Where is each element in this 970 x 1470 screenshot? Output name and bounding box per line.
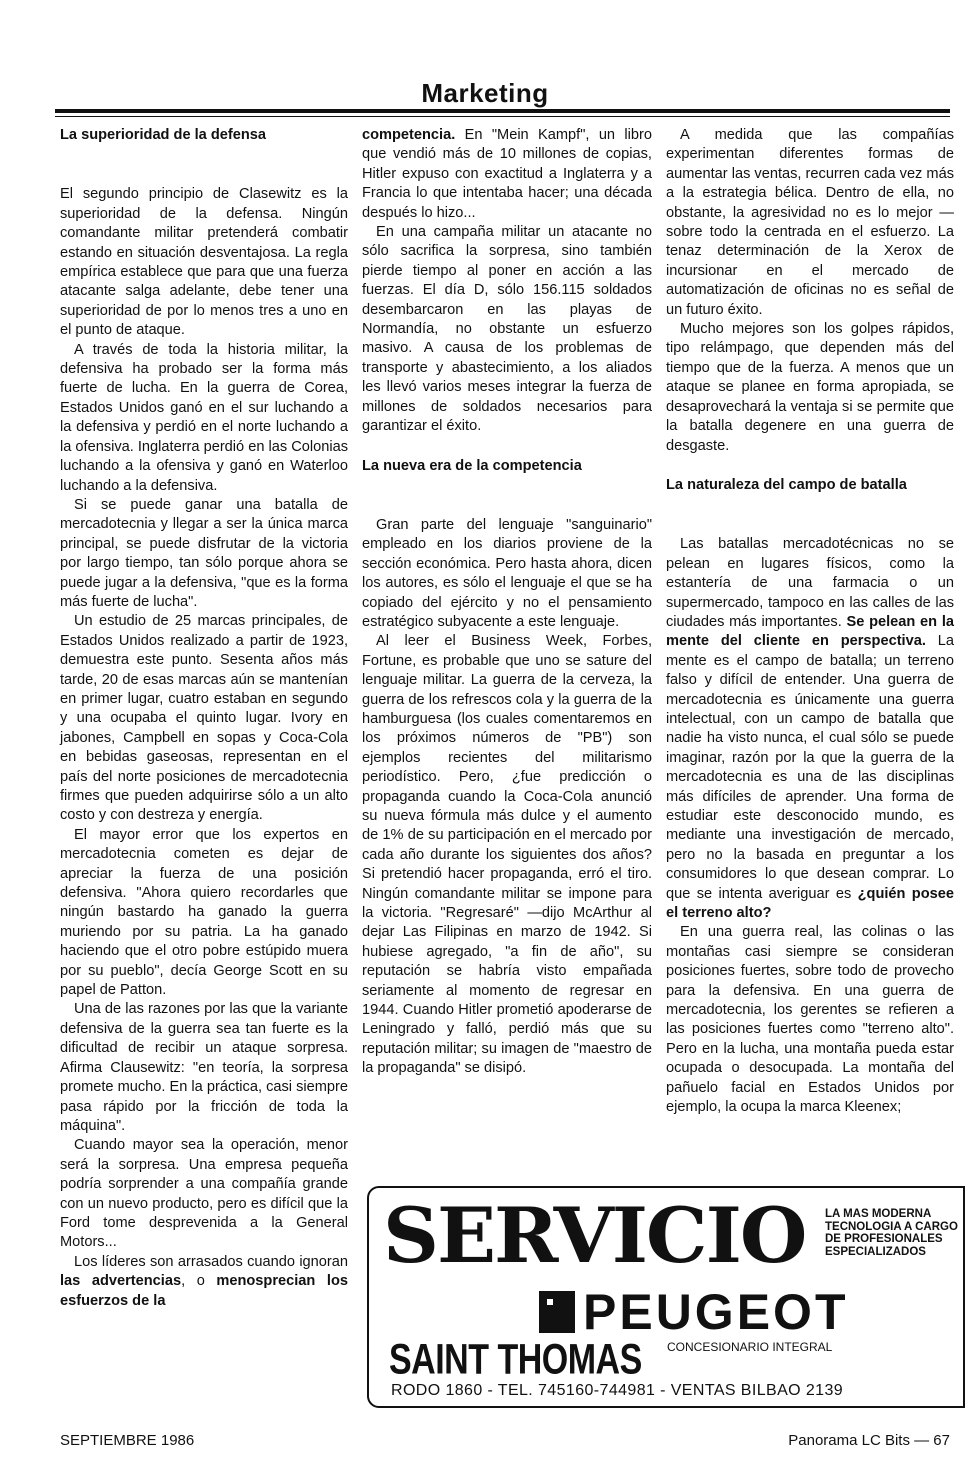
paragraph: En una campaña militar un atacante no sólo sacrifica la sorpresa, sino también pierde tiempo al poner en acción a las fuerzas. El día D, sólo 156.115 soldados desembarcaron en las playas de Normandía, no obstante un esfuerzo masivo. A causa de los problemas de transporte y abastecimiento, a los aliados les llevó varios meses integrar la fuerza de millones de soldados necesarios para garantizar el éxito.: [362, 224, 652, 435]
ad-dealer-type: CONCESIONARIO INTEGRAL: [667, 1340, 833, 1354]
column-3: [666, 126, 954, 1118]
header-rule-thin: [55, 116, 950, 117]
paragraph: A medida que las compañías experimentan diferentes formas de aumentar las ventas, recurren cada vez más a la estrategia bélica. Dentro de ella, no obstante, la agresividad no es lo mejor —sobre todo la centrada en el esfuerzo. La tenaz determinación de la Xerox de incursionar en el mercado de automatización de oficinas no es señal de un futuro éxito.: [666, 127, 954, 318]
paragraph: El segundo principio de Clasewitz es la superioridad de la defensa. Ningún comandante militar pretenderá combatir estando en situación desventajosa. La regla empírica establece que para que una fuerza atacante salga adelante, debe tener una superioridad de por lo menos tres a uno en el punto de ataque.: [60, 186, 348, 339]
footer-date: SEPTIEMBRE 1986: [60, 1432, 195, 1449]
ad-headline: SERVICIO: [383, 1191, 806, 1280]
subheading-defensa: La superioridad de la defensa: [60, 127, 266, 143]
peugeot-lion-icon: [539, 1291, 575, 1333]
ad-tagline: LA MAS MODERNA TECNOLOGIA A CARGO DE PROFESIONALES ESPECIALIZADOS: [825, 1208, 958, 1258]
paragraph: Un estudio de 25 marcas principales, de Estados Unidos realizado a partir de 1923, demuestra este punto. Sesenta años más tarde, 20 de esas marcas aún se mantenían en primer lugar, cuatro estaban en segundo y una ocupaba el quinto lugar. Ivory en jabones, Campbell en sopas y Coca-Cola en bebidas gaseosas, representan en el país del norte posiciones de mercadotecnia firmes que pueden adquirirse sólo a un alto costo y con destreza y energía.: [60, 613, 348, 824]
ad-brand: PEUGEOT: [583, 1284, 849, 1340]
paragraph: Cuando mayor sea la operación, menor será la sorpresa. Una empresa pequeña podría sorprender a una compañía grande con un nuevo producto, pero es difícil que la Ford tome desprevenida a la General Motors...: [60, 1137, 348, 1251]
section-title: Marketing: [421, 78, 549, 108]
paragraph: Las batallas mercadotécnicas no se pelean en lugares físicos, como la estantería de una farmacia o un supermercado, tampoco en las calles de las ciudades más importantes. Se pelean en la mente del cliente en perspectiva. La mente es el campo de batalla; un terreno falso y difícil de entender. Una guerra de mercadotecnia es únicamente una guerra intelectual, con un campo de batalla que nadie ha visto nunca, el cual sólo se puede imaginar, razón por la que la guerra de la mercadotecnia es una de las disciplinas más difíciles de aprender. Una forma de estudiar este desconocido mundo, es mediante una investigación de mercado, pero no la basada en preguntar a los consumidores lo que desean comprar. Lo que se intenta averiguar es ¿quién posee el terreno alto?: [666, 536, 954, 922]
column-1: [60, 126, 348, 1311]
header-rule-thick: [55, 109, 950, 113]
paragraph: A través de toda la historia militar, la defensiva ha probado ser la forma más fuerte de lucha. En la guerra de Corea, Estados Unidos ganó en el sur luchando a la defensiva y perdió en el norte luchando a la ofensiva. Inglaterra perdió en las Colonias luchando a la ofensiva y ganó en Waterloo luchando a la defensiva.: [60, 341, 348, 494]
subheading-campo-batalla: La naturaleza del campo de batalla: [666, 476, 907, 493]
subheading-nueva-era: La nueva era de la competencia: [362, 457, 582, 474]
paragraph: competencia. En "Mein Kampf", un libro que vendió más de 10 millones de copias, Hitler expuso con exactitud a Inglaterra y a Francia lo que intentaba hacer; una década después lo hizo...: [362, 127, 652, 221]
paragraph: El mayor error que los expertos en mercadotecnia cometen es dejar de apreciar la fuerza de una posición defensiva. "Ahora quiero recordarles que ningún bastardo ha ganado la guerra muriendo por su patria. La ha ganado haciendo que el otro pobre estúpido muera por su pueblo", decía George Scott en su papel de Patton.: [60, 826, 348, 999]
paragraph: Mucho mejores son los golpes rápidos, tipo relámpago, que dependen más del tiempo que de la fuerza. A menos que un ataque se planee en forma apropiada, se desaprovechará la ventaja si se permite que la batalla degenere en una guerra de desgaste.: [666, 321, 954, 454]
paragraph: Si se puede ganar una batalla de mercadotecnia y llegar a ser la única marca principal, se puede disfrutar de la victoria por largo tiempo, tan sólo porque ahora se puede jugar a la defensiva, "que es la forma más fuerte de lucha".: [60, 496, 348, 610]
paragraph-last: Los líderes son arrasados cuando ignoran las advertencias, o menosprecian los esfuerzos de la: [60, 1253, 348, 1309]
paragraph: Una de las razones por las que la variante defensiva de la guerra sea tan fuerte es la dificultad de recibir un ataque sorpresa. Afirma Clausewitz: "en teoría, la sorpresa promete mucho. En la práctica, casi siempre pasa rápido por la fricción de toda la máquina".: [60, 1001, 348, 1134]
footer-page-number: Panorama LC Bits — 67: [788, 1432, 950, 1449]
advertisement-peugeot: [367, 1186, 965, 1408]
paragraph: En una guerra real, las colinas o las montañas casi siempre se consideran posiciones fuertes, sobre todo de provecho para la defensiva. En una guerra de mercadotecnia, los gerentes se refieren a las posiciones fuertes como "terreno alto". Pero en la lucha, una montaña pueda estar ocupada o desocupada. La montaña del pañuelo facial en Estados Unidos por ejemplo, la ocupa la marca Kleenex;: [666, 924, 954, 1116]
paragraph: Gran parte del lenguaje "sanguinario" empleado en los diarios proviene de la sección económica. Pero hasta ahora, dicen los autores, es sólo el lenguaje el que se ha copiado del ejército y no el pensamiento estratégico subyacente a este lenguaje.: [362, 516, 652, 630]
paragraph: Al leer el Business Week, Forbes, Fortune, es probable que uno se sature del lenguaje militar. La guerra de la cerveza, la guerra de los refrescos cola y la guerra de la hamburguesa (los cuales comentaremos en los próximos números de "PB") son ejemplos recientes del militarismo periodístico. Pero, ¿fue predicción o propaganda cuando la Coca-Cola anunció su nueva fórmula más dulce y el aumento de 1% de su participación en el mercado por cada año durante los siguientes dos años? Si pretendió hacer propaganda, erró el tiro. Ningún comandante militar se impone para la victoria. "Regresaré" —dijo McArthur al dejar Las Filipinas en marzo de 1942. Si hubiese agregado, "a fin de año", su reputación se habría visto empañada seriamente al momento de regresar en 1944. Cuando Hitler prometió apoderarse de Leningrado y falló, perdió más que su reputación militar; su imagen de "maestro de la propaganda" se disipó.: [362, 633, 652, 1077]
column-2: [362, 126, 652, 1079]
ad-dealer-name: SAINT THOMAS: [389, 1336, 642, 1384]
ad-address: RODO 1860 - TEL. 745160-744981 - VENTAS BILBAO 2139: [391, 1382, 844, 1399]
